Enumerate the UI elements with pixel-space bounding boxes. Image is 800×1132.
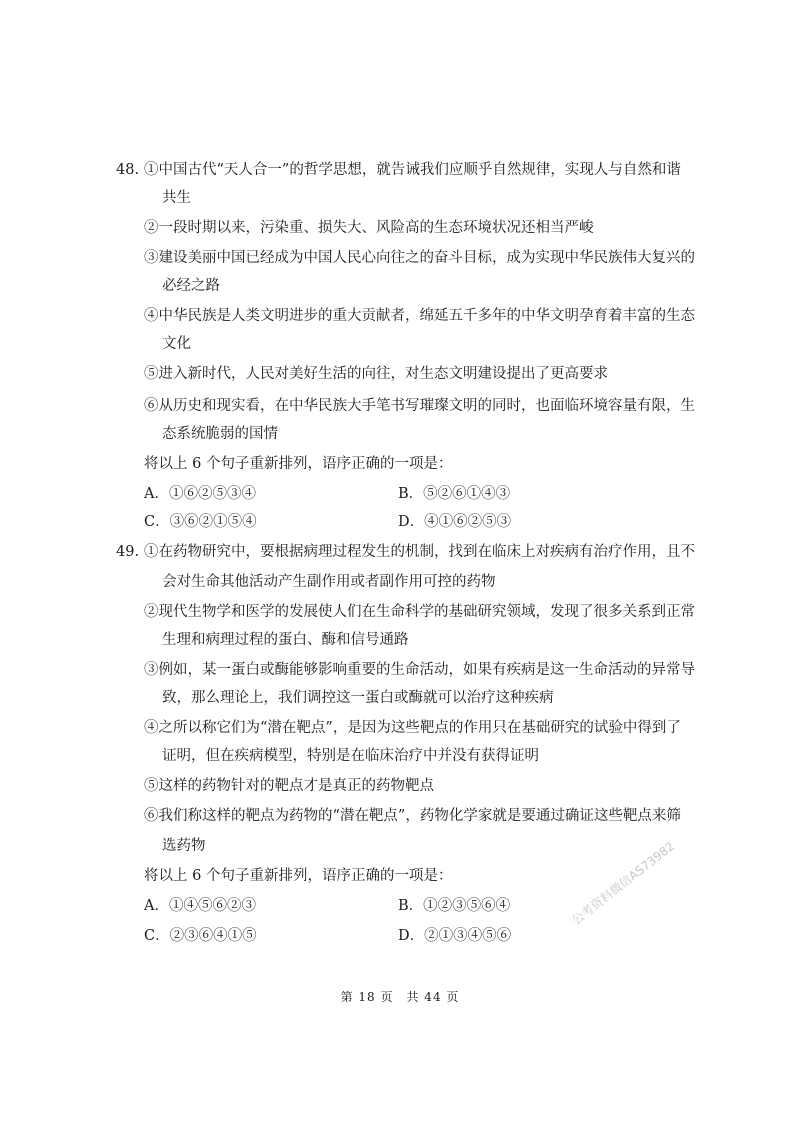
option-d[interactable]: D．④①⑥②⑤③ [398, 514, 512, 530]
watermark: 公考资料微信AS73982 [569, 838, 678, 928]
option-c[interactable]: C．③⑥②①⑤④ [144, 514, 257, 530]
sentence-3: ③建设美丽中国已经成为中国人民心向往之的奋斗目标，成为实现中华民族伟大复兴的 [144, 250, 695, 266]
option-a[interactable]: A．①④⑤⑥②③ [144, 898, 256, 914]
sentence-4: ④中华民族是人类文明进步的重大贡献者，绵延五千多年的中华文明孕育着丰富的生态 [144, 308, 695, 324]
sentence-6: ⑥我们称这样的靶点为药物的“潜在靶点”，药物化学家就是要通过确证这些靶点来筛 [144, 808, 681, 824]
sentence-2: ②一段时期以来，污染重、损失大、风险高的生态环境状况还相当严峻 [144, 220, 594, 236]
sentence-5: ⑤进入新时代，人民对美好生活的向往，对生态文明建设提出了更高要求 [144, 366, 608, 382]
sentence-4-cont: 文化 [162, 336, 191, 352]
question-prompt: 将以上 6 个句子重新排列，语序正确的一项是： [144, 868, 453, 884]
sentence-5: ⑤这样的药物针对的靶点才是真正的药物靶点 [144, 778, 434, 794]
sentence-6-cont: 选药物 [162, 838, 206, 854]
sentence-2-cont: 生理和病理过程的蛋白、酶和信号通路 [162, 632, 409, 648]
sentence-3-cont: 必经之路 [162, 278, 220, 294]
sentence-1: ①中国古代“天人合一”的哲学思想，就告诫我们应顺乎自然规律，实现人与自然和谐 [144, 162, 681, 178]
page-footer: 第 18 页 共 44 页 [340, 990, 460, 1004]
sentence-2: ②现代生物学和医学的发展使人们在生命科学的基础研究领域，发现了很多关系到正常 [144, 604, 695, 620]
sentence-3: ③例如，某一蛋白或酶能够影响重要的生命活动，如果有疾病是这一生命活动的异常导 [144, 662, 695, 678]
option-b[interactable]: B．⑤②⑥①④③ [398, 486, 511, 502]
sentence-6: ⑥从历史和现实看，在中华民族大手笔书写璀璨文明的同时，也面临环境容量有限，生 [144, 398, 695, 414]
option-b[interactable]: B．①②③⑤⑥④ [398, 898, 511, 914]
sentence-3-cont: 致，那么理论上，我们调控这一蛋白或酶就可以治疗这种疾病 [162, 690, 554, 706]
option-a[interactable]: A．①⑥②⑤③④ [144, 486, 256, 502]
sentence-1-cont: 共生 [162, 190, 191, 206]
question-prompt: 将以上 6 个句子重新排列，语序正确的一项是： [144, 456, 453, 472]
question-number: 48. [116, 162, 140, 178]
sentence-1-cont: 会对生命其他活动产生副作用或者副作用可控的药物 [162, 574, 496, 590]
sentence-6-cont: 态系统脆弱的国情 [162, 426, 278, 442]
sentence-4: ④之所以称它们为“潜在靶点”，是因为这些靶点的作用只在基础研究的试验中得到了 [144, 720, 681, 736]
sentence-4-cont: 证明，但在疾病模型，特别是在临床治疗中并没有获得证明 [162, 748, 539, 764]
sentence-1: ①在药物研究中，要根据病理过程发生的机制，找到在临床上对疾病有治疗作用，且不 [144, 544, 695, 560]
option-c[interactable]: C．②③⑥④①⑤ [144, 928, 257, 944]
option-d[interactable]: D．②①③④⑤⑥ [398, 928, 512, 944]
question-number: 49. [116, 544, 140, 560]
